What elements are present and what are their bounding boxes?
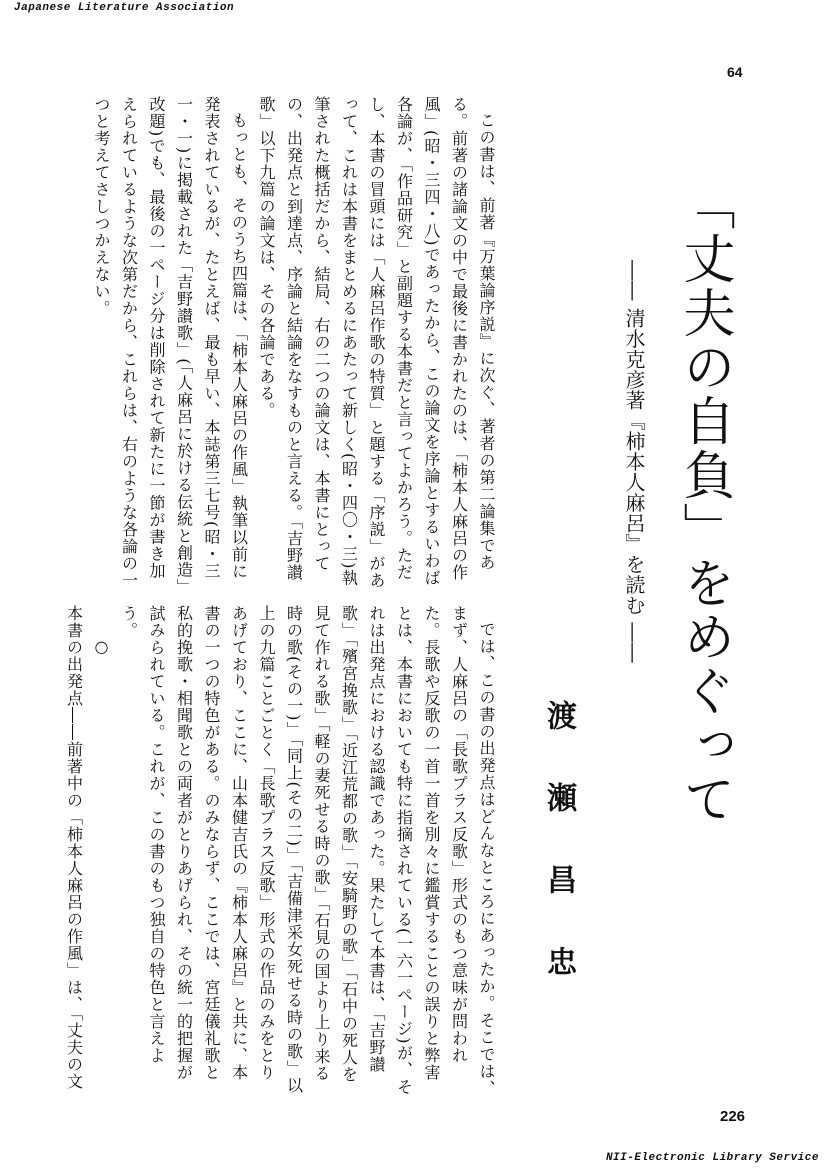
article-subtitle: ―― 清水克彦著『柿本人麻呂』を読む ――: [622, 260, 646, 664]
body-paragraph: もっとも、そのうち四篇は、「柿本人麻呂の作風」執筆以前に発表されているが、たとえば、最も早い、本誌第三七号(昭・三一・一)に掲載された「吉野讃歌」(「人麻呂に於ける伝統と創造」改題)でも、最後の一ページ分は削除されて新たに一節が書き加えられているような次第だから、これらは、右のような各論の一つと考えてさしつかえない。: [92, 96, 249, 596]
footer-service: NII-Electronic Library Service: [605, 1152, 819, 1164]
body-paragraph: では、この書の出発点はどんなところにあったか。そこでは、まず、人麻呂の「長歌プラス反歌」形式のもつ意味が問われた。長歌や反歌の一首一首を別々に鑑賞することの誤りと弊害とは、本書においても特に指摘されている(一六一ページ)が、それは出発点における認識であった。果たして本書は、「吉野讃歌」「殯宮挽歌」「近江荒都の歌」「安騎野の歌」「石中の死人を見て作れる歌」「軽の妻死せる時の歌」「石見の国より上り来る時の歌(その一)」「同上(その二)」「吉備津采女死せる時の歌」以上の九篇ことごとく「長歌プラス反歌」形式の作品のみをとりあげており、ここに、山本健吉氏の『柿本人麻呂』と共に、本書の一つの特色がある。のみならず、ここでは、宮廷儀礼歌と私的挽歌・相聞歌との両者がとりあげられ、その統一的把握が試みられている。これが、この書のもつ独自の特色と言えよう。: [119, 605, 496, 1097]
article-author: 渡瀬昌忠: [541, 700, 576, 1028]
body-upper-block: [92, 96, 500, 596]
page-number-top: 64: [727, 64, 743, 80]
section-divider-circle: ○: [92, 637, 111, 657]
page-number-bottom: 226: [720, 1108, 746, 1125]
article-title: 「丈夫の自負」をめぐって: [674, 178, 734, 826]
body-paragraph: この書は、前著『万葉論序説』に次ぐ、著者の第二論集である。前著の諸論文の中で最後に書かれたのは、「柿本人麻呂の作風」(昭・三四・八)であったから、この論文を序論とするいわば各論が、「作品研究」と副題する本書だと言ってよかろう。ただし、本書の冒頭には「人麻呂作歌の特質」と題する「序説」があって、これは本書をまとめるにあたって新しく(昭・四〇・三)執筆された概括だから、結局、右の二つの論文は、本書にとっての、出発点と到達点、序論と結論をなすものと言える。「吉野讃歌」以下九篇の論文は、その各論である。: [257, 96, 496, 589]
body-paragraph: 本書の出発点――前著中の「柿本人麻呂の作風」は、「丈夫の文: [64, 605, 84, 1090]
header-association: Japanese Literature Association: [14, 2, 235, 14]
body-lower-block: [64, 605, 500, 1097]
